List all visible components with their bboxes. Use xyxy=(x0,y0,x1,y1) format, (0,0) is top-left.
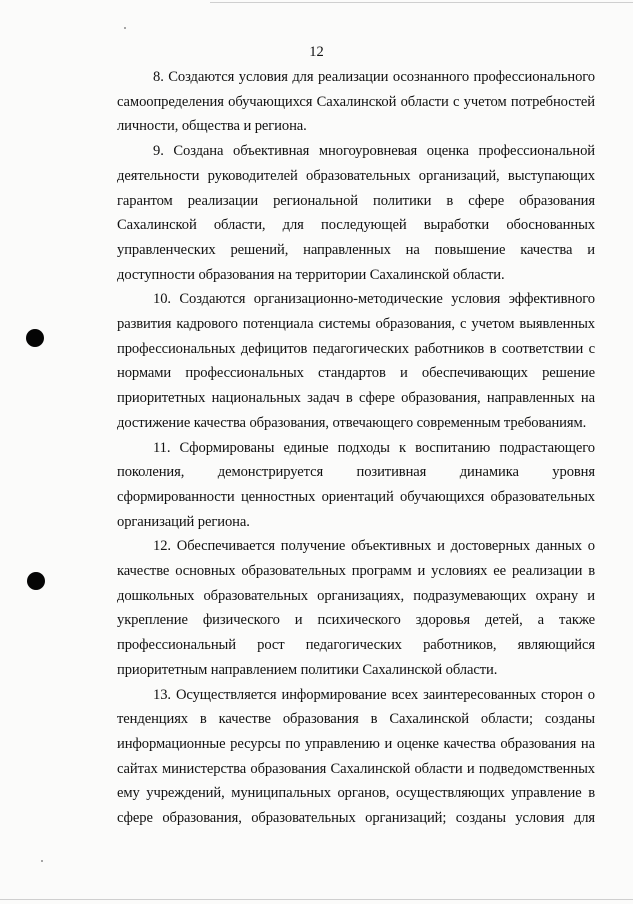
paragraph-10: 10. Создаются организационно-методические условия эффективного развития кадрового потенциала системы образования, с учетом выявленных профессиональных дефицитов педагогических работников в соответствии с нормами профессиональных стандартов и обеспечивающих решение приоритетных национальных задач в сфере образования, направленных на достижение качества образования, отвечающего современным требованиям. xyxy=(117,291,595,431)
document-body xyxy=(117,65,595,831)
paragraph-9: 9. Создана объективная многоуровневая оценка профессиональной деятельности руководителей образовательных организаций, выступающих гарантом реализации региональной политики в сфере образования Сахалинской области, для последующей выработки обоснованных управленческих решений, направленных на повышение качества и доступности образования на территории Сахалинской области. xyxy=(117,143,595,283)
paragraph-13: 13. Осуществляется информирование всех заинтересованных сторон о тенденциях в качестве образования в Сахалинской области; созданы информационные ресурсы по управлению и оценке качества образования на сайтах министерства образования Сахалинской области и подведомственных ему учреждений, муниципальных органов, осуществляющих управление в сфере образования, образовательных организаций; созданы условия для xyxy=(117,686,595,827)
binder-hole-bottom xyxy=(27,572,45,590)
paragraph-8: 8. Создаются условия для реализации осознанного профессионального самоопределения обучающихся Сахалинской области с учетом потребностей личности, общества и региона. xyxy=(117,69,595,135)
binder-hole-top xyxy=(26,329,44,347)
scan-speck xyxy=(124,27,126,29)
page-number: 12 xyxy=(309,44,324,60)
paragraph-12: 12. Обеспечивается получение объективных и достоверных данных о качестве основных образовательных программ и условиях ее реализации в дошкольных образовательных организациях, подразумевающих охрану и укрепление физического и психического здоровья детей, а также профессиональный рост педагогических работников, являющийся приоритетным направлением политики Сахалинской области. xyxy=(117,538,595,678)
top-edge-line xyxy=(210,2,633,3)
scan-speck xyxy=(41,860,43,862)
bottom-edge-line xyxy=(0,899,633,900)
paragraph-11: 11. Сформированы единые подходы к воспитанию подрастающего поколения, демонстрируется позитивная динамика уровня сформированности ценностных ориентаций обучающихся образовательных организаций региона. xyxy=(117,439,595,530)
